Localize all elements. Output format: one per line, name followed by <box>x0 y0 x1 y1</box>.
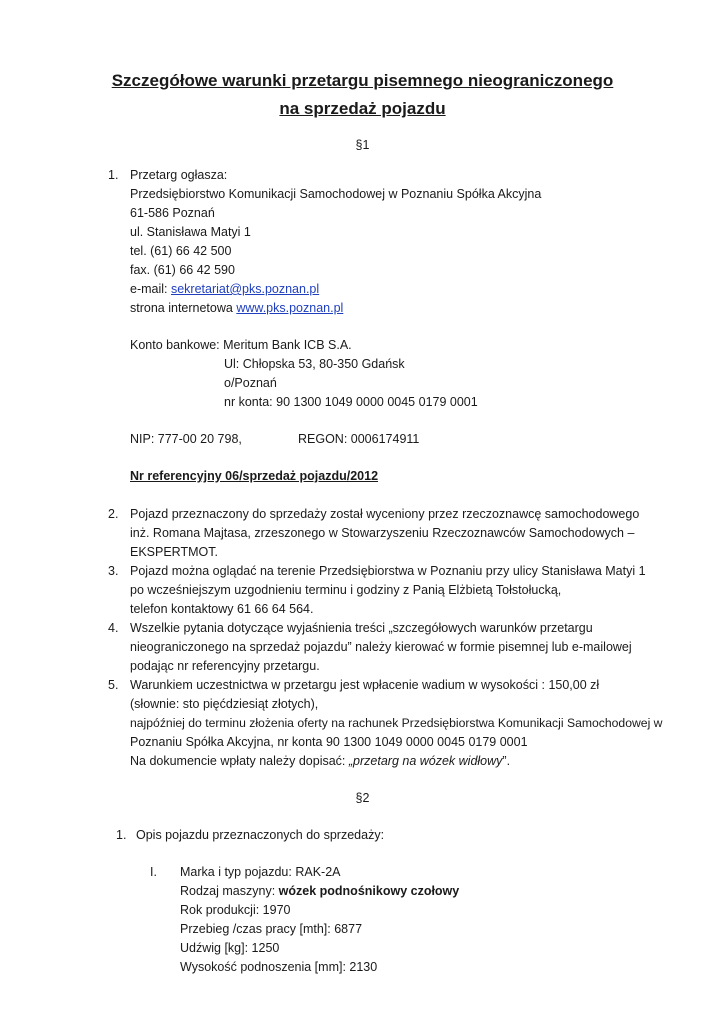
bank-account-line <box>130 337 352 353</box>
section-1-heading: §1 <box>355 138 370 152</box>
lifting-height: Wysokość podnoszenia [mm]: 2130 <box>180 960 378 974</box>
item-2-number: 2. <box>108 507 119 521</box>
item-4-line-3: podając nr referencyjny przetargu. <box>130 659 320 673</box>
item-3-number: 3. <box>108 564 119 578</box>
email-link[interactable]: sekretariat@pks.poznan.pl <box>170 282 320 296</box>
bank-address: Ul: Chłopska 53, 80-350 Gdańsk <box>224 357 405 371</box>
vehicle-subitem-number: I. <box>150 865 157 879</box>
item-4-number: 4. <box>108 621 119 635</box>
item-5-line-1: Warunkiem uczestnictwa w przetargu jest wpłacenie wadium w wysokości : 150,00 zł <box>130 678 600 692</box>
machine-type-label: Rodzaj maszyny: <box>180 884 279 898</box>
item-3-line-3: telefon kontaktowy 61 66 64 564. <box>130 602 314 616</box>
postal-code: 61-586 Poznań <box>130 206 215 220</box>
bank-branch: o/Poznań <box>224 376 277 390</box>
item-5-line-4: Poznaniu Spółka Akcyjna, nr konta 90 1300 1049 0000 0045 0179 0001 <box>130 735 528 749</box>
item-5-line-3: najpóźniej do terminu złożenia oferty na rachunek Przedsiębiorstwa Komunikacji Samochodowej w <box>130 716 663 730</box>
nip-number: NIP: 777-00 20 798, <box>130 432 242 446</box>
machine-type-value: wózek podnośnikowy czołowy <box>278 884 460 898</box>
item-5-number: 5. <box>108 678 119 692</box>
bank-name: Meritum Bank ICB S.A. <box>223 338 352 352</box>
payment-note-suffix: ”. <box>502 754 511 768</box>
section-2-heading: §2 <box>355 791 370 805</box>
document-title-line-1: Szczegółowe warunki przetargu pisemnego nieograniczonego <box>111 71 614 90</box>
street-address: ul. Stanisława Matyi 1 <box>130 225 251 239</box>
phone-number: tel. (61) 66 42 500 <box>130 244 232 258</box>
payment-note-prefix: Na dokumencie wpłaty należy dopisać: <box>130 754 349 768</box>
document-title-line-2: na sprzedaż pojazdu <box>279 99 446 118</box>
machine-type-line <box>180 883 459 899</box>
fax-number: fax. (61) 66 42 590 <box>130 263 235 277</box>
item-3-line-1: Pojazd można oglądać na terenie Przedsiębiorstwa w Poznaniu przy ulicy Stanisława Matyi 1 <box>130 564 646 578</box>
payment-note-italic: „przetarg na wózek widłowy <box>348 754 503 768</box>
email-line <box>130 281 319 297</box>
production-year: Rok produkcji: 1970 <box>180 903 291 917</box>
company-name: Przedsiębiorstwo Komunikacji Samochodowej w Poznaniu Spółka Akcyjna <box>130 187 542 201</box>
item-2-line-1: Pojazd przeznaczony do sprzedaży został wyceniony przez rzeczoznawcę samochodowego <box>130 507 640 521</box>
item-3-line-2: po wcześniejszym uzgodnieniu terminu i godziny z Panią Elżbietą Tołstołucką, <box>130 583 562 597</box>
operating-hours: Przebieg /czas pracy [mth]: 6877 <box>180 922 363 936</box>
announcer-label: Przetarg ogłasza: <box>130 168 228 182</box>
website-link[interactable]: www.pks.poznan.pl <box>236 301 344 315</box>
reference-number: Nr referencyjny 06/sprzedaż pojazdu/2012 <box>130 469 379 483</box>
bank-label: Konto bankowe: <box>130 338 224 352</box>
website-label: strona internetowa <box>130 301 237 315</box>
email-label: e-mail: <box>130 282 171 296</box>
regon-number: REGON: 0006174911 <box>298 432 420 446</box>
website-line <box>130 300 343 316</box>
item-2-line-3: EKSPERTMOT. <box>130 545 218 559</box>
payment-note <box>130 753 510 769</box>
item-1-number: 1. <box>108 168 119 182</box>
lifting-capacity: Udźwig [kg]: 1250 <box>180 941 280 955</box>
section-2-item-1-text: Opis pojazdu przeznaczonych do sprzedaży: <box>136 828 385 842</box>
section-2-item-1-number: 1. <box>116 828 127 842</box>
vehicle-make: Marka i typ pojazdu: RAK-2A <box>180 865 341 879</box>
item-2-line-2: inż. Romana Majtasa, zrzeszonego w Stowarzyszeniu Rzeczoznawców Samochodowych – <box>130 526 635 540</box>
item-4-line-2: nieograniczonego na sprzedaż pojazdu” należy kierować w formie pisemnej lub e-mailowej <box>130 640 632 654</box>
item-4-line-1: Wszelkie pytania dotyczące wyjaśnienia treści „szczegółowych warunków przetargu <box>130 621 593 635</box>
bank-account-number: nr konta: 90 1300 1049 0000 0045 0179 0001 <box>224 395 478 409</box>
item-5-line-2: (słownie: sto pięćdziesiąt złotych), <box>130 697 319 711</box>
